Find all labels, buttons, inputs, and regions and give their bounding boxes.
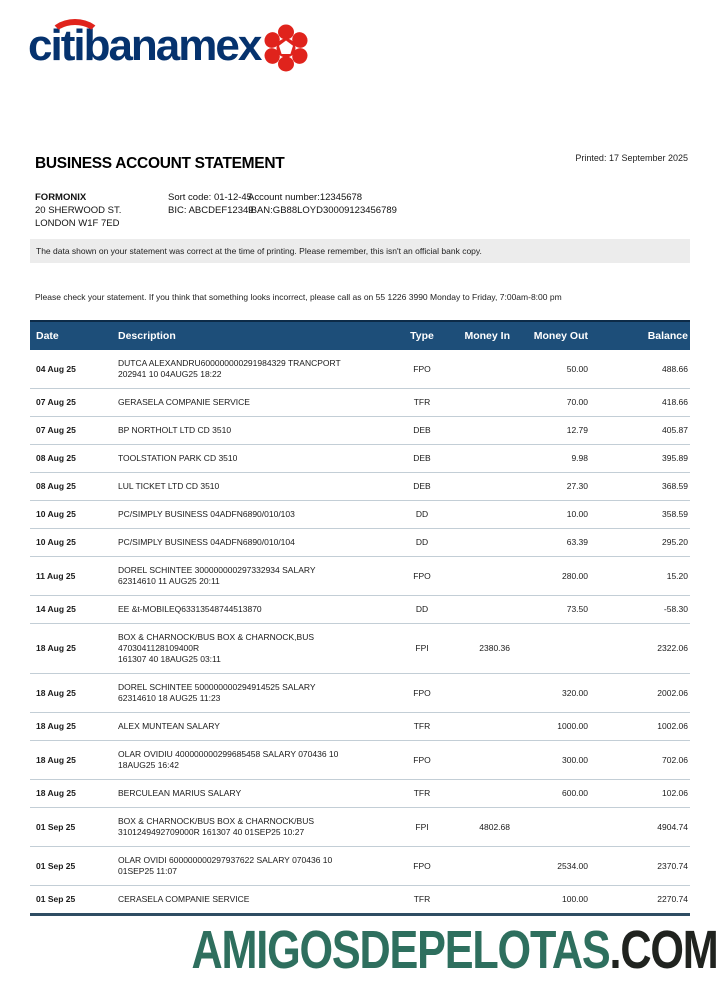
description-line1: GERASELA COMPANIE SERVICE xyxy=(118,397,250,407)
description-line2: 01SEP25 11:07 xyxy=(118,866,177,876)
cell-balance: 15.20 xyxy=(590,557,690,596)
cell-date: 04 Aug 25 xyxy=(30,350,114,389)
table-row xyxy=(30,596,690,624)
cell-type: TFR xyxy=(394,713,450,741)
cell-description xyxy=(114,417,394,445)
cell-date: 07 Aug 25 xyxy=(30,417,114,445)
table-row xyxy=(30,713,690,741)
cell-balance: 368.59 xyxy=(590,473,690,501)
cell-description xyxy=(114,501,394,529)
cell-money-out: 600.00 xyxy=(512,780,590,808)
description-line2: 202941 10 04AUG25 18:22 xyxy=(118,369,222,379)
cell-money-in xyxy=(450,529,512,557)
col-header-date: Date xyxy=(30,321,114,350)
cell-date: 10 Aug 25 xyxy=(30,529,114,557)
account-holder-name: FORMONIX xyxy=(35,192,87,203)
cell-balance: -58.30 xyxy=(590,596,690,624)
account-codes-block xyxy=(168,191,254,217)
description-line2: 62314610 18 AUG25 11:23 xyxy=(118,693,221,703)
cell-balance: 295.20 xyxy=(590,529,690,557)
table-row xyxy=(30,501,690,529)
cell-date: 11 Aug 25 xyxy=(30,557,114,596)
cell-money-out: 2534.00 xyxy=(512,847,590,886)
check-statement-notice: Please check your statement. If you think that something looks incorrect, please call as on 55 1226 3990 Monday to Friday, 7:00am-8:00 pm xyxy=(35,292,562,302)
cell-date: 14 Aug 25 xyxy=(30,596,114,624)
cell-money-out: 27.30 xyxy=(512,473,590,501)
table-row xyxy=(30,445,690,473)
bic: BIC: ABCDEF12349 xyxy=(168,205,254,216)
cell-date: 18 Aug 25 xyxy=(30,624,114,674)
cell-money-in xyxy=(450,445,512,473)
description-line1: PC/SIMPLY BUSINESS 04ADFN6890/010/103 xyxy=(118,509,295,519)
description-line2: 161307 40 18AUG25 03:11 xyxy=(118,654,221,664)
cell-balance: 488.66 xyxy=(590,350,690,389)
cell-description xyxy=(114,624,394,674)
cell-money-out: 12.79 xyxy=(512,417,590,445)
cell-balance: 1002.06 xyxy=(590,713,690,741)
cell-date: 01 Sep 25 xyxy=(30,886,114,915)
description-line1: OLAR OVIDIU 400000000299685458 SALARY 070436 10 xyxy=(118,749,339,759)
cell-money-out: 70.00 xyxy=(512,389,590,417)
table-row xyxy=(30,780,690,808)
cell-date: 01 Sep 25 xyxy=(30,847,114,886)
cell-type: FPI xyxy=(394,624,450,674)
cell-type: FPO xyxy=(394,350,450,389)
table-row xyxy=(30,674,690,713)
cell-type: DD xyxy=(394,596,450,624)
cell-money-in xyxy=(450,501,512,529)
cell-balance: 702.06 xyxy=(590,741,690,780)
cell-description xyxy=(114,847,394,886)
col-header-balance: Balance xyxy=(590,321,690,350)
cell-description xyxy=(114,596,394,624)
cell-money-out: 9.98 xyxy=(512,445,590,473)
cell-type: FPI xyxy=(394,808,450,847)
cell-date: 07 Aug 25 xyxy=(30,389,114,417)
cell-type: TFR xyxy=(394,886,450,915)
table-row xyxy=(30,529,690,557)
cell-type: DEB xyxy=(394,473,450,501)
cell-money-in xyxy=(450,886,512,915)
cell-description xyxy=(114,529,394,557)
cell-balance: 2370.74 xyxy=(590,847,690,886)
description-line1: BERCULEAN MARIUS SALARY xyxy=(118,788,242,798)
cell-balance: 418.66 xyxy=(590,389,690,417)
cell-description xyxy=(114,886,394,915)
description-line1: ALEX MUNTEAN SALARY xyxy=(118,721,220,731)
description-line1: DUTCA ALEXANDRU600000000291984329 TRANCPORT xyxy=(118,358,341,368)
cell-type: FPO xyxy=(394,847,450,886)
table-row xyxy=(30,886,690,915)
description-line1: EE &t-MOBILEQ63313548744513870 xyxy=(118,604,262,614)
transactions-table-header xyxy=(30,321,690,350)
cell-balance: 2002.06 xyxy=(590,674,690,713)
cell-money-in: 2380.36 xyxy=(450,624,512,674)
cell-money-in xyxy=(450,389,512,417)
cell-date: 01 Sep 25 xyxy=(30,808,114,847)
cell-money-in xyxy=(450,473,512,501)
bank-logo xyxy=(28,18,310,74)
description-line1: LUL TICKET LTD CD 3510 xyxy=(118,481,220,491)
table-row xyxy=(30,350,690,389)
cell-money-out: 1000.00 xyxy=(512,713,590,741)
cell-money-out: 50.00 xyxy=(512,350,590,389)
cell-description xyxy=(114,473,394,501)
cell-date: 08 Aug 25 xyxy=(30,473,114,501)
description-line1: BOX & CHARNOCK/BUS BOX & CHARNOCK/BUS xyxy=(118,816,315,826)
printing-notice-text: The data shown on your statement was correct at the time of printing. Please remember, this isn't an official bank copy. xyxy=(36,246,482,256)
description-line2: 18AUG25 16:42 xyxy=(118,760,179,770)
cell-money-out: 63.39 xyxy=(512,529,590,557)
col-header-money-in: Money In xyxy=(450,321,512,350)
table-row xyxy=(30,389,690,417)
description-line1: DOREL SCHINTEE 300000000297332934 SALARY xyxy=(118,565,316,575)
cell-money-out: 300.00 xyxy=(512,741,590,780)
cell-type: TFR xyxy=(394,780,450,808)
cell-balance: 395.89 xyxy=(590,445,690,473)
cell-balance: 2270.74 xyxy=(590,886,690,915)
cell-money-in xyxy=(450,557,512,596)
description-line1: BP NORTHOLT LTD CD 3510 xyxy=(118,425,232,435)
cell-type: DD xyxy=(394,501,450,529)
cell-description xyxy=(114,780,394,808)
cell-date: 18 Aug 25 xyxy=(30,780,114,808)
description-line1: CERASELA COMPANIE SERVICE xyxy=(118,894,250,904)
description-line2: 3101249492709000R 161307 40 01SEP25 10:27 xyxy=(118,827,305,837)
cell-balance: 405.87 xyxy=(590,417,690,445)
printing-notice-band xyxy=(30,239,690,263)
cell-type: FPO xyxy=(394,741,450,780)
page-title: BUSINESS ACCOUNT STATEMENT xyxy=(35,155,285,172)
table-row xyxy=(30,808,690,847)
cell-money-in xyxy=(450,417,512,445)
table-row xyxy=(30,417,690,445)
cell-money-in xyxy=(450,741,512,780)
cell-description xyxy=(114,389,394,417)
cell-money-in xyxy=(450,780,512,808)
description-line2: 62314610 11 AUG25 20:11 xyxy=(118,576,220,586)
cell-date: 18 Aug 25 xyxy=(30,674,114,713)
cell-balance: 2322.06 xyxy=(590,624,690,674)
cell-type: FPO xyxy=(394,557,450,596)
cell-description xyxy=(114,741,394,780)
account-numbers-block xyxy=(248,191,397,217)
cell-money-in: 4802.68 xyxy=(450,808,512,847)
cell-type: DEB xyxy=(394,417,450,445)
cell-balance: 358.59 xyxy=(590,501,690,529)
sort-code: Sort code: 01-12-45 xyxy=(168,192,252,203)
cell-type: TFR xyxy=(394,389,450,417)
watermark-main-text: AMIGOSDEPELOTAS xyxy=(191,920,610,980)
cell-money-out: 10.00 xyxy=(512,501,590,529)
iban: IBAN:GB88LOYD30009123456789 xyxy=(248,205,397,216)
col-header-money-out: Money Out xyxy=(512,321,590,350)
cell-description xyxy=(114,713,394,741)
cell-description xyxy=(114,350,394,389)
description-line1: BOX & CHARNOCK/BUS BOX & CHARNOCK,BUS 4703041128109400R xyxy=(118,632,315,653)
cell-money-in xyxy=(450,674,512,713)
cell-money-out: 280.00 xyxy=(512,557,590,596)
citi-arc-icon xyxy=(48,19,102,57)
cell-description xyxy=(114,557,394,596)
cell-money-in xyxy=(450,350,512,389)
banamex-flower-icon xyxy=(262,24,310,72)
cell-type: DD xyxy=(394,529,450,557)
transactions-table xyxy=(30,320,690,916)
site-watermark xyxy=(192,922,718,978)
cell-money-out xyxy=(512,624,590,674)
cell-money-out: 320.00 xyxy=(512,674,590,713)
cell-money-out: 100.00 xyxy=(512,886,590,915)
bank-logo-wordmark xyxy=(28,18,260,74)
account-address-line2: LONDON W1F 7ED xyxy=(35,218,120,229)
bank-logo-text: citibanamex xyxy=(28,21,261,70)
cell-money-out: 73.50 xyxy=(512,596,590,624)
cell-type: FPO xyxy=(394,674,450,713)
cell-date: 08 Aug 25 xyxy=(30,445,114,473)
description-line1: TOOLSTATION PARK CD 3510 xyxy=(118,453,238,463)
cell-description xyxy=(114,445,394,473)
cell-money-out xyxy=(512,808,590,847)
account-number: Account number:12345678 xyxy=(248,192,363,203)
table-row xyxy=(30,557,690,596)
watermark-suffix-text: .COM xyxy=(610,920,718,980)
cell-date: 18 Aug 25 xyxy=(30,713,114,741)
cell-date: 10 Aug 25 xyxy=(30,501,114,529)
cell-description xyxy=(114,674,394,713)
cell-date: 18 Aug 25 xyxy=(30,741,114,780)
description-line1: DOREL SCHINTEE 500000000294914525 SALARY xyxy=(118,682,316,692)
cell-balance: 4904.74 xyxy=(590,808,690,847)
account-holder-block xyxy=(35,191,121,230)
cell-money-in xyxy=(450,847,512,886)
transactions-table-body xyxy=(30,350,690,915)
cell-balance: 102.06 xyxy=(590,780,690,808)
description-line1: PC/SIMPLY BUSINESS 04ADFN6890/010/104 xyxy=(118,537,295,547)
table-row xyxy=(30,473,690,501)
table-row xyxy=(30,624,690,674)
col-header-description: Description xyxy=(114,321,394,350)
printed-date: Printed: 17 September 2025 xyxy=(575,153,688,163)
description-line1: OLAR OVIDI 600000000297937622 SALARY 070436 10 xyxy=(118,855,333,865)
cell-money-in xyxy=(450,713,512,741)
table-row xyxy=(30,847,690,886)
cell-type: DEB xyxy=(394,445,450,473)
col-header-type: Type xyxy=(394,321,450,350)
cell-money-in xyxy=(450,596,512,624)
account-address-line1: 20 SHERWOOD ST. xyxy=(35,205,122,216)
table-row xyxy=(30,741,690,780)
cell-description xyxy=(114,808,394,847)
